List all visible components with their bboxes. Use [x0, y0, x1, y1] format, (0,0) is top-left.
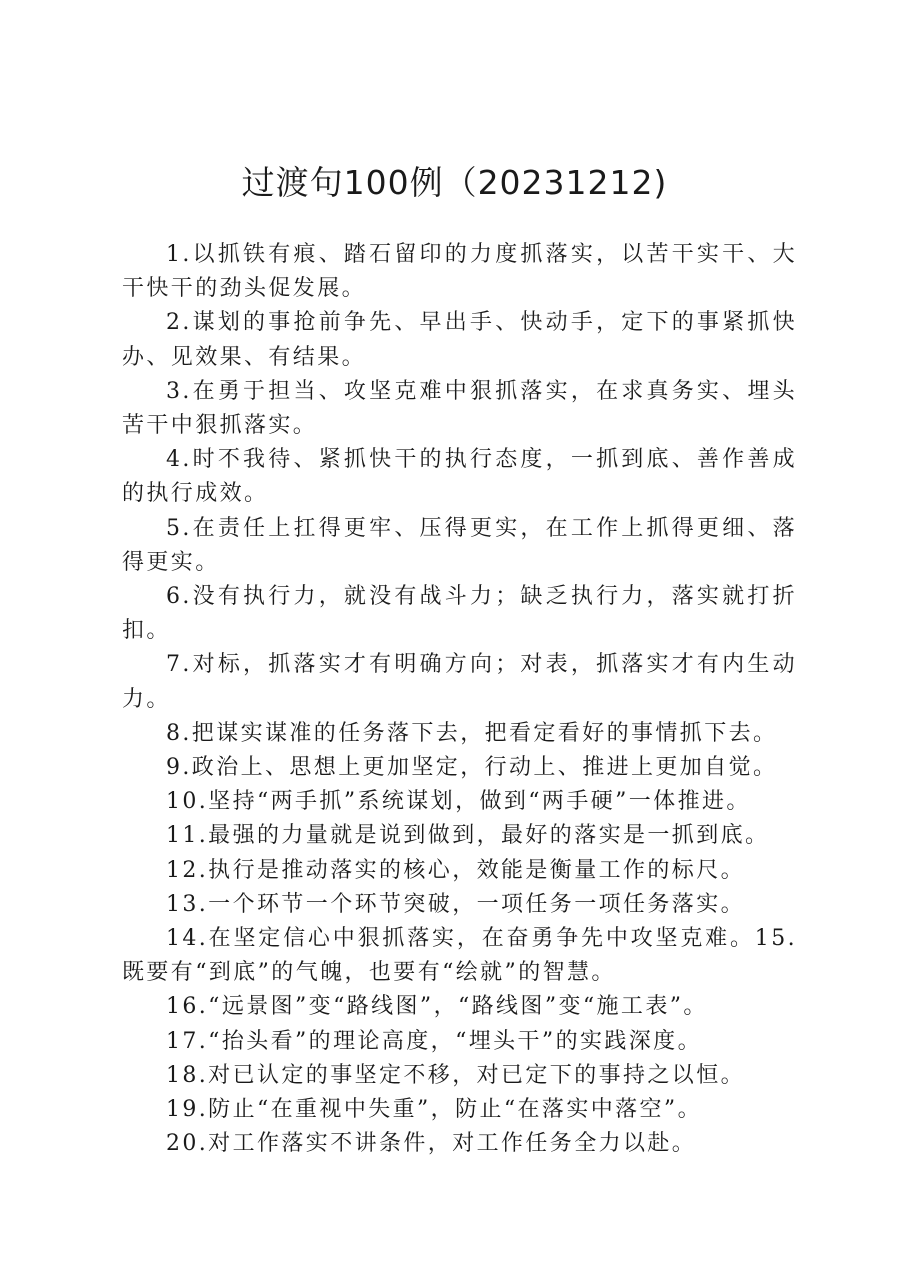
paragraph: 2.谋划的事抢前争先、早出手、快动手，定下的事紧抓快办、见效果、有结果。	[122, 310, 797, 370]
paragraph: 19.防止“在重视中失重”，防止“在落实中落空”。	[166, 1097, 702, 1123]
paragraph: 10.坚持“两手抓”系统谋划，做到“两手硬”一体推进。	[166, 789, 751, 815]
paragraph: 12.执行是推动落实的核心，效能是衡量工作的标尺。	[166, 857, 745, 883]
paragraph: 14.在坚定信心中狠抓落实，在奋勇争先中攻坚克难。15.既要有“到底”的气魄，也要有“绘就”的智慧。	[122, 926, 797, 986]
paragraph: 11.最强的力量就是说到做到，最好的落实是一抓到底。	[166, 823, 770, 849]
paragraph: 5.在责任上扛得更牢、压得更实，在工作上抓得更细、落得更实。	[122, 515, 797, 575]
paragraph: 18.对已认定的事坚定不移，对已定下的事持之以恒。	[166, 1062, 745, 1088]
paragraph: 4.时不我待、紧抓快干的执行态度，一抓到底、善作善成的执行成效。	[122, 447, 797, 507]
paragraph: 6.没有执行力，就没有战斗力；缺乏执行力，落实就打折扣。	[122, 584, 797, 644]
paragraph: 8.把谋实谋准的任务落下去，把看定看好的事情抓下去。	[166, 720, 778, 746]
paragraph: 13.一个环节一个环节突破，一项任务一项任务落实。	[166, 891, 745, 917]
paragraph: 3.在勇于担当、攻坚克难中狠抓落实，在求真务实、埋头苦干中狠抓落实。	[122, 378, 797, 439]
paragraph: 9.政治上、思想上更加坚定，行动上、推进上更加自觉。	[166, 755, 778, 781]
paragraph: 17.“抬头看”的理论高度，“埋头干”的实践深度。	[166, 1028, 702, 1054]
paragraph: 1.以抓铁有痕、踏石留印的力度抓落实，以苦干实干、大干快干的劲头促发展。	[122, 242, 797, 302]
paragraph: 7.对标，抓落实才有明确方向；对表，抓落实才有内生动力。	[122, 652, 797, 712]
document-title: 过渡句100例（20231212)	[241, 163, 668, 202]
paragraph: 20.对工作落实不讲条件，对工作任务全力以赴。	[166, 1131, 697, 1157]
paragraph: 16.“远景图”变“路线图”，“路线图”变“施工表”。	[166, 994, 708, 1020]
document-body	[122, 238, 797, 1161]
